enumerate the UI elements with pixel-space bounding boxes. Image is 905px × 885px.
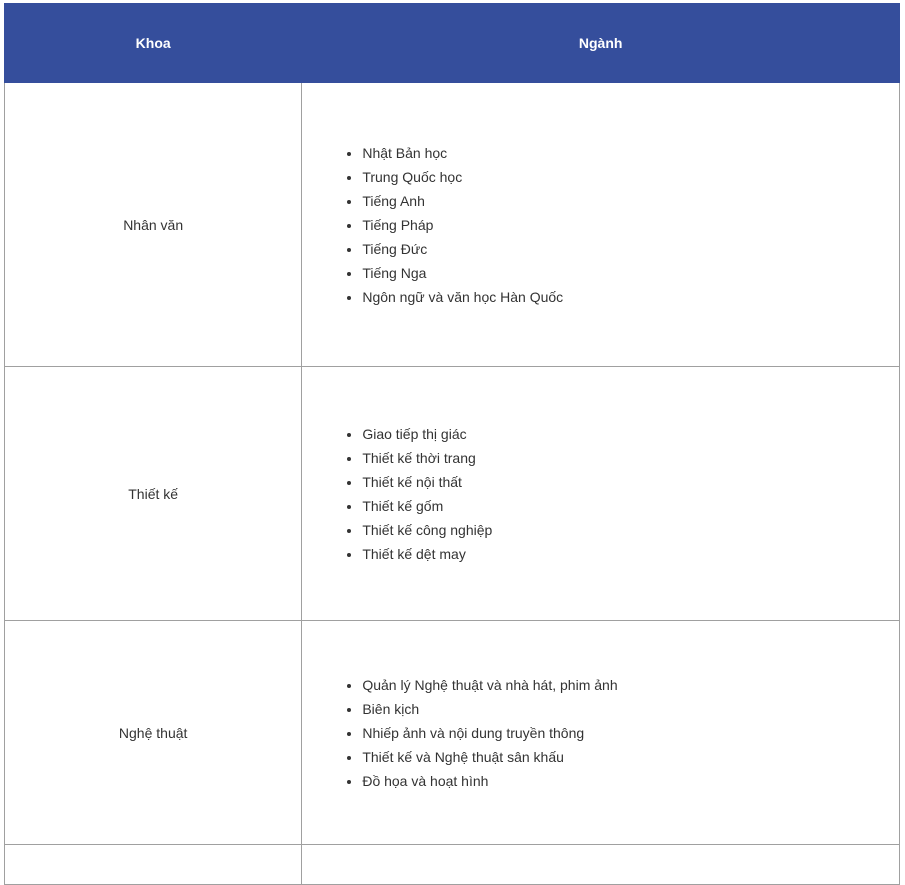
list-item: • Thiết kế thời trang (362, 446, 899, 470)
header-khoa: Khoa (5, 4, 302, 83)
list-item: • Thiết kế và Nghệ thuật sân khấu (362, 745, 899, 769)
list-item: • Thiết kế nội thất (362, 470, 899, 494)
majors-cell (302, 83, 900, 367)
list-item: • Ngôn ngữ và văn học Hàn Quốc (362, 285, 899, 309)
table-row (5, 367, 900, 621)
table-row (5, 83, 900, 367)
list-item: • Tiếng Đức (362, 237, 899, 261)
header-row (5, 4, 900, 83)
list-item: • Tiếng Pháp (362, 213, 899, 237)
list-item: • Nhật Bản học (362, 141, 899, 165)
list-item: • Biên kịch (362, 697, 899, 721)
list-item: • Tiếng Nga (362, 261, 899, 285)
empty-cell (302, 845, 900, 885)
table-row (5, 845, 900, 885)
list-item: • Giao tiếp thị giác (362, 422, 899, 446)
majors-list (302, 673, 899, 793)
majors-cell (302, 367, 900, 621)
majors-list (302, 422, 899, 566)
faculty-name: Nghệ thuật (5, 621, 302, 845)
list-item: • Quản lý Nghệ thuật và nhà hát, phim ảnh (362, 673, 899, 697)
table-header (5, 4, 900, 83)
faculty-name: Thiết kế (5, 367, 302, 621)
majors-cell (302, 621, 900, 845)
table-row (5, 621, 900, 845)
table-body (5, 83, 900, 885)
list-item: • Thiết kế công nghiệp (362, 518, 899, 542)
list-item: • Thiết kế gốm (362, 494, 899, 518)
list-item: • Thiết kế dệt may (362, 542, 899, 566)
list-item: • Trung Quốc học (362, 165, 899, 189)
header-nganh: Ngành (302, 4, 900, 83)
majors-list (302, 141, 899, 309)
list-item: • Đồ họa và hoạt hình (362, 769, 899, 793)
faculty-name: Nhân văn (5, 83, 302, 367)
empty-cell (5, 845, 302, 885)
faculty-majors-table (4, 3, 900, 885)
list-item: • Tiếng Anh (362, 189, 899, 213)
list-item: • Nhiếp ảnh và nội dung truyền thông (362, 721, 899, 745)
